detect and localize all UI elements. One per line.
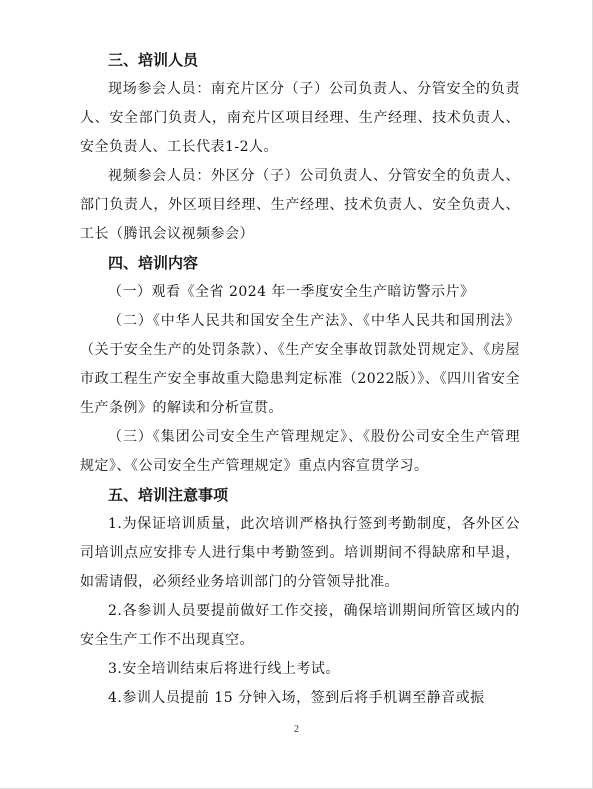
page-number: 2 bbox=[294, 724, 299, 735]
video-participants-paragraph: 视频参会人员：外区分（子）公司负责人、分管安全的负责人、部门负责人，外区项目经理、生产经理、技术负责人、安全负责人、工长（腾讯会议视频参会） bbox=[80, 168, 520, 242]
content-item-1: （一）观看《全省 2024 年一季度安全生产暗访警示片》 bbox=[108, 284, 475, 300]
content-item-3: （三）《集团公司安全生产管理规定》、《股份公司安全生产管理规定》、《公司安全生产管理规定》重点内容宣贯学习。 bbox=[80, 429, 520, 474]
notes-item-2: 2.各参训人员要提前做好工作交接，确保培训期间所管区域内的安全生产工作不出现真空。 bbox=[80, 603, 520, 648]
document-body bbox=[80, 46, 520, 713]
notes-item-3: 3.安全培训结束后将进行线上考试。 bbox=[108, 661, 340, 677]
notes-item-4: 4.参训人员提前 15 分钟入场，签到后将手机调至静音或振 bbox=[108, 690, 485, 706]
section-heading-content: 四、培训内容 bbox=[108, 254, 199, 272]
section-heading-notes: 五、培训注意事项 bbox=[108, 486, 229, 504]
content-item-2: （二）《中华人民共和国安全生产法》、《中华人民共和国刑法》（关于安全生产的处罚条款）、《生产安全事故罚款处罚规定》、《房屋市政工程生产安全事故重大隐患判定标准（2022版）》、《四川省安全生产条例》的解读和分析宣贯。 bbox=[80, 313, 520, 416]
notes-item-1: 1.为保证培训质量，此次培训严格执行签到考勤制度，各外区公司培训点应安排专人进行集中考勤签到。培训期间不得缺席和早退，如需请假，必须经业务培训部门的分管领导批准。 bbox=[80, 516, 520, 590]
section-heading-participants: 三、培训人员 bbox=[108, 51, 199, 69]
onsite-participants-paragraph: 现场参会人员：南充片区分（子）公司负责人、分管安全的负责人、安全部门负责人，南充片区项目经理、生产经理、技术负责人、安全负责人、工长代表1-2人。 bbox=[80, 81, 520, 155]
